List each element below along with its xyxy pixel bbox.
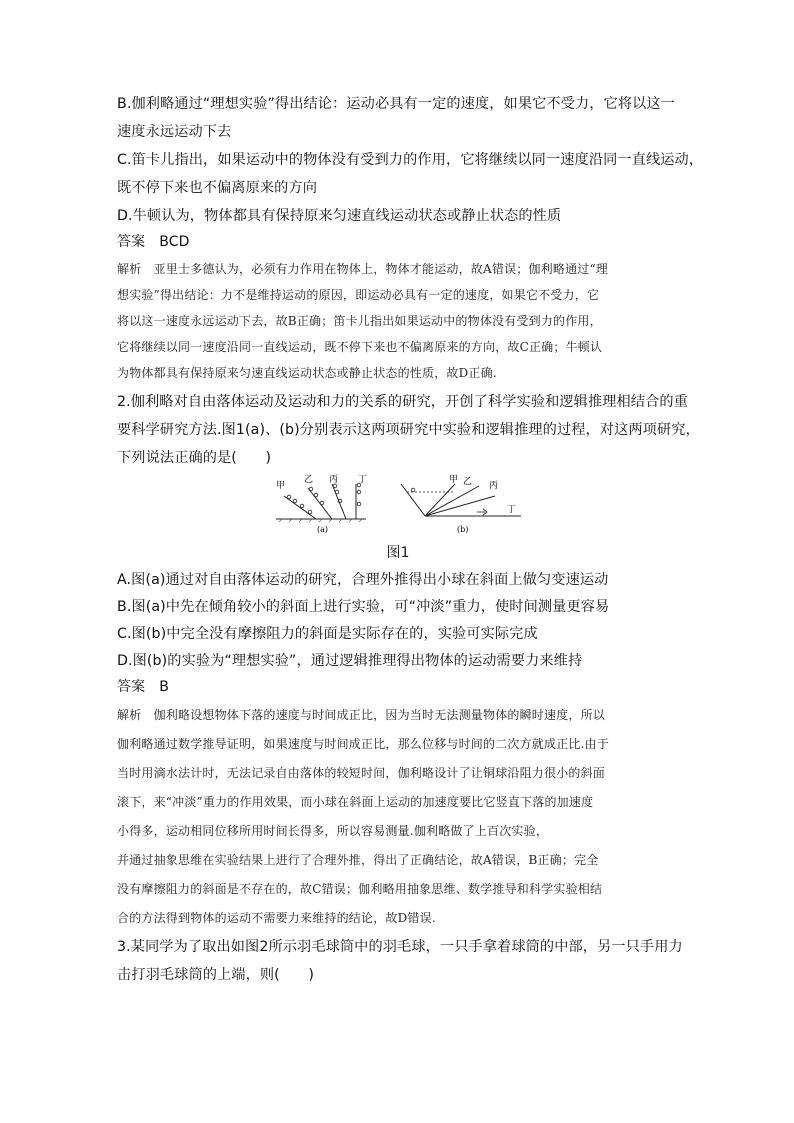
q2-option-c: C.图(b)中完全没有摩擦阻力的斜面是实际存在的，实验可实际完成 [117,626,538,642]
q2-analysis-line: 没有摩擦阻力的斜面是不存在的，故C错误；伽利略用抽象思维、数学推导和科学实验相结 [117,882,603,896]
q1-analysis-line: 为物体都具有保持原来匀速直线运动状态或静止状态的性质，故D正确. [117,366,497,380]
q1-analysis-line: 将以这一速度永远运动下去，故B正确；笛卡儿指出如果运动中的物体没有受到力的作用， [117,314,602,328]
q1-analysis-line: 它将继续以同一速度沿同一直线运动，既不停下来也不偏离原来的方向，故C正确；牛顿认 [117,340,603,354]
q1-analysis-line: 想实验”得出结论：力不是维持运动的原因，即运动必具有一定的速度，如果它不受力，它 [117,288,600,302]
figure-1b-ideal-experiment-diagram [395,474,535,536]
q1-analysis [117,256,679,386]
q2-analysis-line: 伽利略通过数学推导证明，如果速度与时间成正比，那么位移与时间的二次方就成正比.由于 [117,737,610,751]
figure-1-caption: 图1 [386,545,410,561]
q2-stem-line: 2.伽利略对自由落体运动及运动和力的关系的研究，开创了科学实验和逻辑推理相结合的重 [117,394,688,410]
q2-analysis-line: 小得多，运动相同位移所用时间长得多，所以容易测量.伽利略做了上百次实验， [117,824,549,838]
q2-analysis-line: 并通过抽象思维在实验结果上进行了合理外推，得出了正确结论，故A错误，B正确；完全 [117,853,599,867]
figure-1a-label-yi: 乙 [304,475,314,485]
q2-stem [117,390,700,470]
q2-stem-line: 要科学研究方法.图1(a)、(b)分别表示这两项研究中实验和逻辑推理的过程，对这两项研究， [117,422,700,438]
q1-answer: 答案 BCD [117,234,190,250]
figure-1a-caption: (a) [317,525,329,534]
q1-option-c-line1: C.笛卡儿指出，如果运动中的物体没有受到力的作用，它将继续以同一速度沿同一直线运动， [117,152,704,168]
q2-analysis-line: 滚下，来“冲淡”重力的作用效果，而小球在斜面上运动的加速度要比它竖直下落的加速度 [117,795,594,809]
q2-stem-line: 下列说法正确的是( ) [117,450,272,466]
q1-option-c-line2: 既不停下来也不偏离原来的方向 [117,180,318,196]
figure-1a-inclines-diagram [272,474,382,536]
figure-1b-label-yi: 乙 [463,477,473,487]
figure-1 [117,474,679,536]
q2-analysis-line: 解析 伽利略设想物体下落的速度与时间成正比，因为当时无法测量物体的瞬时速度，所以 [117,708,606,722]
figure-1a-label-jia: 甲 [276,481,286,491]
q3-stem-line: 3.某同学为了取出如图2所示羽毛球筒中的羽毛球，一只手拿着球筒的中部，另一只手用力 [117,939,683,955]
q1-option-b-line2: 速度永远运动下去 [117,124,232,140]
q1-analysis-line: 解析 亚里士多德认为，必须有力作用在物体上，物体才能运动，故A错误；伽利略通过“理 [117,262,609,276]
q1-option-d: D.牛顿认为，物体都具有保持原来匀速直线运动状态或静止状态的性质 [117,208,562,224]
q2-analysis-line: 当时用滴水法计时，无法记录自由落体的较短时间，伽利略设计了让铜球沿阻力很小的斜面 [117,766,606,780]
q2-analysis-line: 合的方法得到物体的运动不需要力来维持的结论，故D错误. [117,911,436,925]
q1-option-b-line1: B.伽利略通过“理想实验”得出结论：运动必具有一定的速度，如果它不受力，它将以这一 [117,96,675,112]
q2-answer: 答案 B [117,679,170,695]
q2-option-a: A.图(a)通过对自由落体运动的研究，合理外推得出小球在斜面上做匀变速运动 [117,572,609,588]
q3-stem-line: 击打羽毛球筒的上端，则( ) [117,967,315,983]
figure-1b-label-bing: 丙 [489,481,499,491]
document-page [117,92,704,987]
figure-1b-caption: (b) [457,525,469,534]
q2-option-b: B.图(a)中先在倾角较小的斜面上进行实验，可“冲淡”重力，使时间测量更容易 [117,599,610,615]
q2-option-d: D.图(b)的实验为“理想实验”，通过逻辑推理得出物体的运动需要力来维持 [117,653,583,669]
q2-options [117,568,679,673]
figure-1a-label-ding: 丁 [358,475,368,485]
q3-stem [117,935,683,987]
figure-1a-label-bing: 丙 [329,475,339,485]
figure-1b-label-ding: 丁 [507,505,517,515]
figure-1b-label-jia: 甲 [449,475,459,485]
q2-analysis [117,701,679,933]
